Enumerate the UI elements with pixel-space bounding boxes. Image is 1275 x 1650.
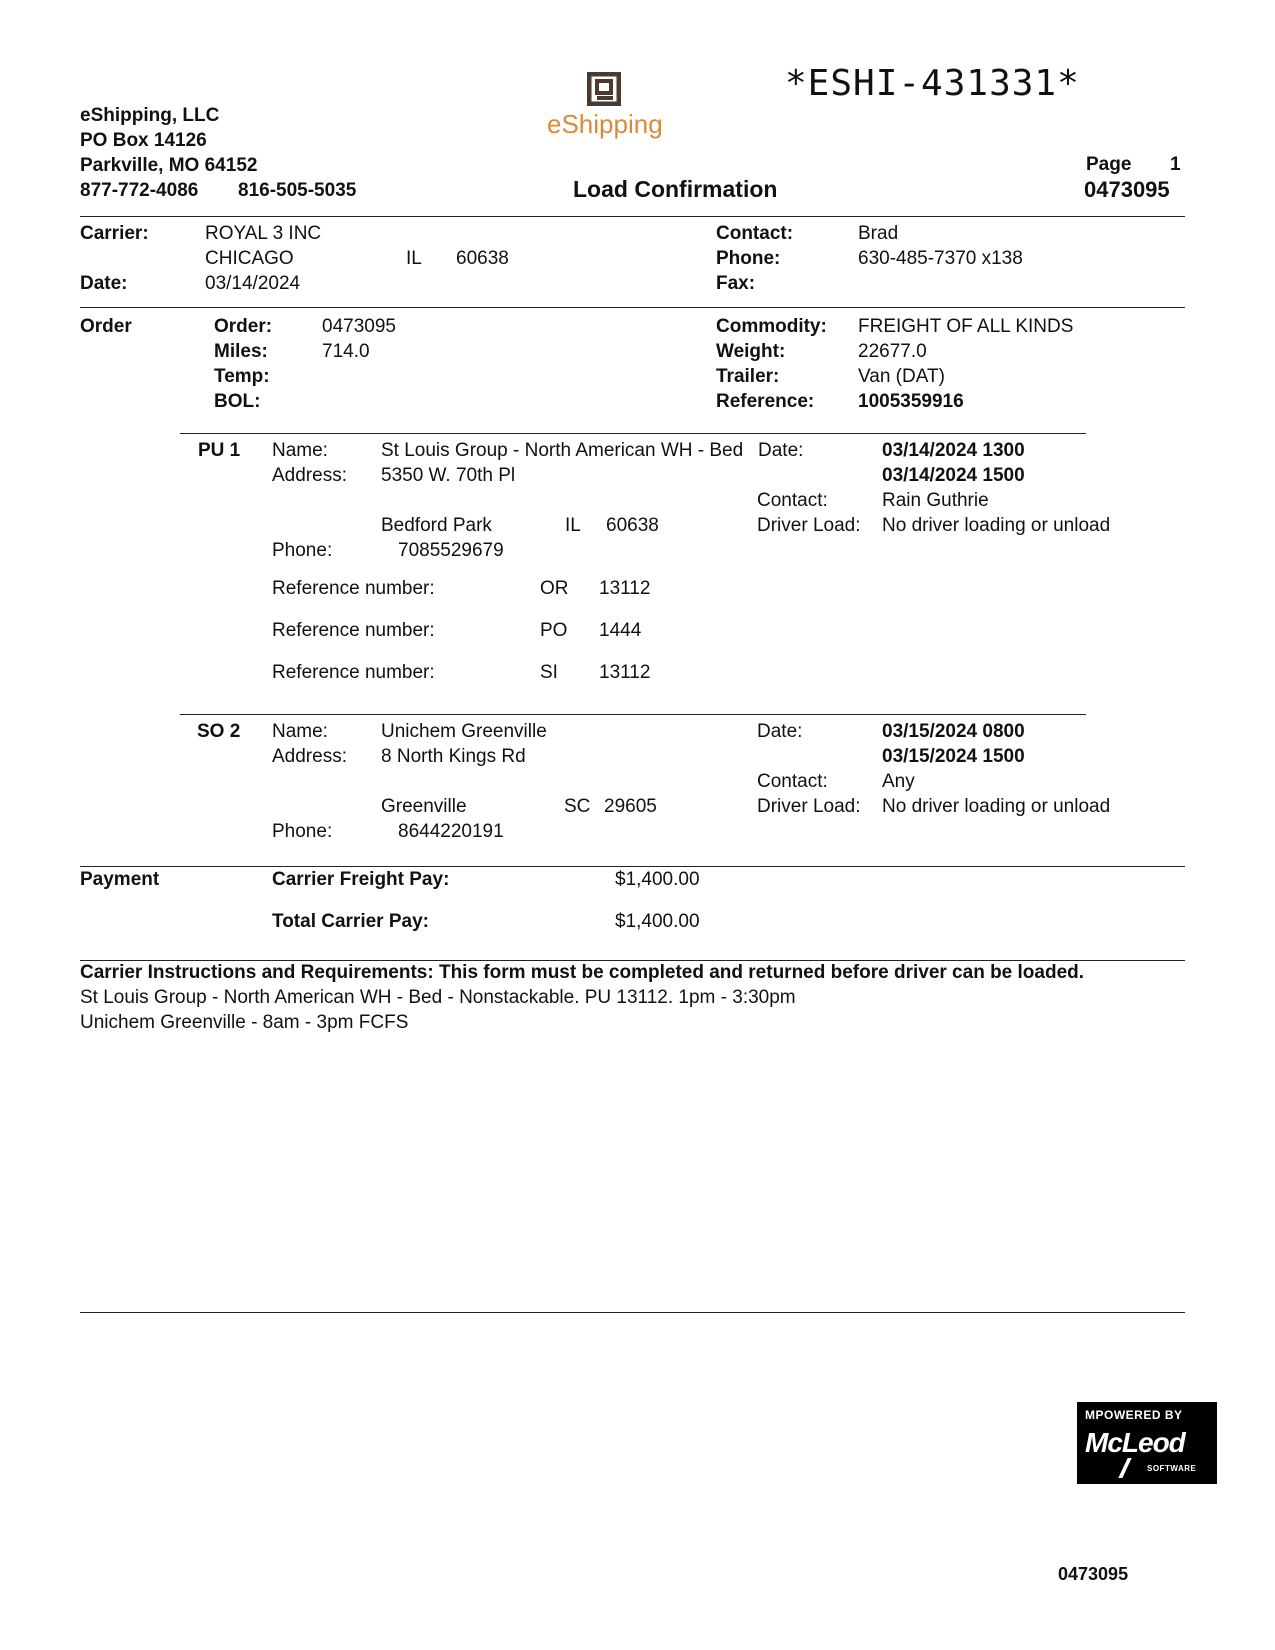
barcode-text: *ESHI-431331* [785,63,1080,104]
stop-phone: 7085529679 [398,540,504,561]
carrier-city: CHICAGO [205,248,294,269]
mcleod-badge-top: MPOWERED BY [1085,1408,1183,1422]
stop-contact: Any [882,771,915,792]
order-section-label: Order [80,316,132,337]
commodity-value: FREIGHT OF ALL KINDS [858,316,1074,337]
stop-date-label: Date: [757,721,803,742]
stop-address-label: Address: [272,465,347,486]
trailer-value: Van (DAT) [858,366,945,387]
stop-name: Unichem Greenville [381,721,547,742]
total-pay-value: $1,400.00 [615,911,700,932]
stop-state: SC [564,796,591,817]
eshipping-logo-icon [587,72,621,106]
weight-label: Weight: [716,341,786,362]
page-number: 1 [1170,154,1181,175]
carrier-state: IL [406,248,422,269]
stop-divider [180,714,1086,715]
instructions-line-2: Unichem Greenville - 8am - 3pm FCFS [80,1012,409,1033]
commodity-label: Commodity: [716,316,827,337]
divider [80,307,1185,308]
bol-label: BOL: [214,391,261,412]
reference-number-type: SI [540,662,558,683]
stop-driver-load-label: Driver Load: [757,515,861,536]
mcleod-logo-text: McLeod [1085,1427,1185,1458]
stop-contact: Rain Guthrie [882,490,989,511]
stop-phone-label: Phone: [272,540,333,561]
page-title: Load Confirmation [573,176,778,202]
stop-date-label: Date: [758,440,804,461]
stop-driver-load: No driver loading or unload [882,796,1111,817]
reference-value: 1005359916 [858,391,964,412]
total-pay-label: Total Carrier Pay: [272,911,429,932]
mcleod-badge-sub: SOFTWARE [1147,1464,1197,1473]
divider [80,866,1185,867]
freight-pay-label: Carrier Freight Pay: [272,869,450,890]
temp-label: Temp: [214,366,270,387]
stop-phone: 8644220191 [398,821,504,842]
reference-number-label: Reference number: [272,620,435,641]
page-label: Page [1086,154,1132,175]
stop-date-1: 03/15/2024 0800 [882,721,1025,742]
company-phone-1: 877-772-4086 [80,180,199,201]
divider [80,1312,1185,1313]
stop-date-2: 03/14/2024 1500 [882,465,1025,486]
stop-contact-label: Contact: [757,771,828,792]
footer-order-number: 0473095 [1058,1564,1129,1584]
stop-date-1: 03/14/2024 1300 [882,440,1025,461]
freight-pay-value: $1,400.00 [615,869,700,890]
reference-number-label: Reference number: [272,578,435,599]
stop-city: Greenville [381,796,467,817]
stop-state: IL [565,515,581,536]
contact-label: Contact: [716,223,794,244]
miles-label: Miles: [214,341,268,362]
stop-name-label: Name: [272,440,328,461]
instructions-line-1: St Louis Group - North American WH - Bed - Nonstackable. PU 13112. 1pm - 3:30pm [80,987,796,1008]
order-value: 0473095 [322,316,396,337]
company-po-box: PO Box 14126 [80,130,207,151]
stop-address: 5350 W. 70th Pl [381,465,516,486]
reference-number-value: 13112 [599,578,651,599]
stop-driver-load: No driver loading or unload [882,515,1111,536]
instructions-heading: Carrier Instructions and Requirements: This form must be completed and returned before driver can be loaded. [80,962,1085,983]
company-phone-2: 816-505-5035 [238,180,357,201]
reference-number-label: Reference number: [272,662,435,683]
divider [80,960,1185,961]
carrier-date: 03/14/2024 [205,273,301,294]
carrier-label: Carrier: [80,223,149,244]
reference-number-value: 1444 [599,620,642,641]
trailer-label: Trailer: [716,366,780,387]
date-label: Date: [80,273,128,294]
company-city-state-zip: Parkville, MO 64152 [80,155,258,176]
carrier-zip: 60638 [456,248,509,269]
stop-date-2: 03/15/2024 1500 [882,746,1025,767]
payment-section-label: Payment [80,869,160,890]
reference-number-value: 13112 [599,662,651,683]
mcleod-badge [1077,1402,1217,1484]
stop-name: St Louis Group - North American WH - Bed [381,440,744,461]
carrier-contact: Brad [858,223,899,244]
stop-contact-label: Contact: [757,490,828,511]
stop-phone-label: Phone: [272,821,333,842]
miles-value: 714.0 [322,341,370,362]
stop-divider [180,433,1086,434]
stop-code: SO 2 [197,721,241,742]
eshipping-logo-text: eShipping [547,109,663,139]
company-name: eShipping, LLC [80,105,220,126]
stop-address: 8 North Kings Rd [381,746,526,767]
weight-value: 22677.0 [858,341,927,362]
stop-name-label: Name: [272,721,328,742]
fax-label: Fax: [716,273,756,294]
divider [80,216,1185,217]
carrier-phone: 630-485-7370 x138 [858,248,1023,269]
reference-label: Reference: [716,391,815,412]
stop-code: PU 1 [198,440,241,461]
stop-address-label: Address: [272,746,347,767]
reference-number-type: OR [540,578,569,599]
stop-zip: 29605 [604,796,657,817]
reference-number-type: PO [540,620,568,641]
carrier-name: ROYAL 3 INC [205,223,322,244]
order-label: Order: [214,316,273,337]
stop-city: Bedford Park [381,515,492,536]
header-order-number: 0473095 [1084,177,1170,202]
stop-zip: 60638 [606,515,659,536]
phone-label: Phone: [716,248,781,269]
mcleod-slash-icon [1118,1458,1131,1478]
stop-driver-load-label: Driver Load: [757,796,861,817]
